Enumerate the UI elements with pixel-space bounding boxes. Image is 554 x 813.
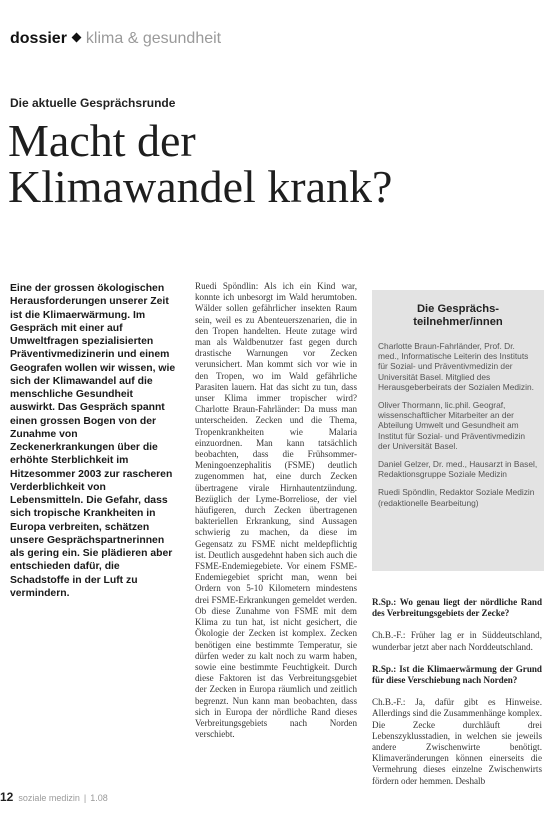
section-header (10, 30, 221, 48)
interview-answer: Ch.B.-F.: Ja, dafür gibt es Hinweise. Allerdings sind die Zusammenhänge komplex. Die Zecke durchläuft drei Lebenszyklusstadien, in welchen sie jeweils andere Zwischenwirte benötigt. Klimaveränderungen können einerseits die Vermehrung dieses einzelne Zwischenwirts fördern oder hemmen. Deshalb (372, 697, 542, 786)
participant-entry: Daniel Gelzer, Dr. med., Hausarzt in Basel, Redaktionsgruppe Soziale Medizin (378, 459, 538, 480)
participants-title (378, 303, 538, 329)
page-footer (0, 790, 108, 804)
interview-question: R.Sp.: Ist die Klimaerwärmung der Grund für diese Verschiebung nach Norden? (372, 663, 542, 686)
participants-box (372, 290, 544, 571)
article-kicker: Die aktuelle Gesprächsrunde (10, 96, 176, 110)
participant-entry: Charlotte Braun-Fahrländer, Prof. Dr. med., Informatische Leiterin des Instituts für Sozial- und Präventivmedizin der Universität Basel. Mitglied des Herausgeberbeirats der Sozialen Medizin. (378, 341, 534, 392)
article-title (8, 115, 393, 212)
article-body-column: Ruedi Spöndlin: Als ich ein Kind war, konnte ich unbesorgt im Wald herumtoben. Wälder sollen gefährlicher insekten Raum sein, weil es zu Abenteuerszenarien, die in den Tropen handelten. Heute zutage wird man als Waldbenutzer fast gegen durch drastische Warnungen vor Zecken verunsichert. Man kommt sich vor wie in den Tropen, wo im Wald gefährliche Parasiten lauern. Hat das sicht zu tun, dass unser Klima immer tropischer wird? Charlotte Braun-Fahrländer: Da muss man unterscheiden. Zecken und die Thema, Tropenkrankheiten wie Malaria einzuordnen. Man kann tatsächlich beobachten, dass die Frühsommer-Meningoenzephalitis (FSME) deutlich zugenommen hat, eine durch Zecken übertragene virale Hirnhautentzündung. Bezüglich der Lyme-Borreliose, der viel häufigeren, durch Zecken übertragenen bakteriellen Erkrankung, sind Aussagen schwierig zu machen, da diese im Gegensatz zu FSME nicht meldepflichtig ist. Deutlich ausgedehnt haben sich auch die FSME-Endemiegebiete. Vor einem FSME-Endemiegebiet spricht man, wenn bei Ordern von 5-10 Kilometern mindestens drei FSME-Erkrankungen gemeldet werden. Ob diese Zunahme von FSME mit dem Klima zu tun hat, ist nicht gesichert, die Ökologie der Zecken ist komplex. Zecken benötigen eine bestimmte Temperatur, sie dürfen weder zu kalt noch zu warm haben, sowie eine bestimmte Feuchtigkeit. Durch diese Faktoren ist das Verbreitungsgebiet der Zecken in Europa räumlich und zeitlich begrenzt. Nun kann man beobachten, dass sich in Europa der nördliche Rand dieses Verbreitungsgebiets nach Norden verschiebt. (195, 281, 357, 740)
participants-title-line-2: teilnehmer/innen (413, 316, 503, 328)
section-topic: klima & gesundheit (85, 30, 222, 47)
participants-title-line-1: Die Gesprächs- (416, 303, 500, 315)
journal-issue: 1.08 (90, 793, 108, 803)
article-title-line-2: Klimawandel krank? (8, 161, 393, 212)
interview-column (372, 597, 542, 798)
diamond-icon (71, 33, 81, 43)
footer-separator: | (83, 793, 87, 803)
interview-answer: Ch.B.-F.: Früher lag er in Süddeutschland, wunderbar jetzt aber nach Norddeutschland. (372, 630, 542, 652)
participant-entry: Oliver Thormann, lic.phil. Geograf, wissenschaftlicher Mitarbeiter an der Abteilung Umwelt und Gesundheit am Institut für Sozial- und Präventivmedizin der Universität Basel. (378, 400, 526, 451)
article-title-line-1: Macht der (8, 115, 196, 166)
interview-question: R.Sp.: Wo genau liegt der nördliche Rand des Verbreitungsgebiets der Zecke? (372, 597, 542, 619)
section-label: dossier (10, 30, 67, 47)
participant-entry: Ruedi Spöndlin, Redaktor Soziale Medizin (redaktionelle Bearbeitung) (378, 487, 535, 508)
journal-name: soziale medizin (18, 793, 80, 803)
page-number: 12 (0, 790, 14, 804)
article-intro: Eine der grossen ökologischen Herausforderungen unserer Zeit ist die Klimaerwärmung. Im Gespräch mit einer auf Umweltfragen spezialisierten Präventivmedizinerin und einem Geografen wollen wir wissen, wie sich der Klimawandel auf die menschliche Gesundheit auswirkt. Das Gespräch spannt einen grossen Bogen von der Zunahme von Zeckenerkrankungen über die erhöhte Sterblichkeit im Hitzesommer 2003 zur rascheren Verderblichkeit von Lebensmitteln. Die Gefahr, dass sich tropische Krankheiten in Europa verbreiten, schätzen unsere Gesprächspartnerinnen als gering ein. Sie plädieren aber entschieden dafür, die Schadstoffe in der Luft zu vermindern. (10, 283, 176, 599)
